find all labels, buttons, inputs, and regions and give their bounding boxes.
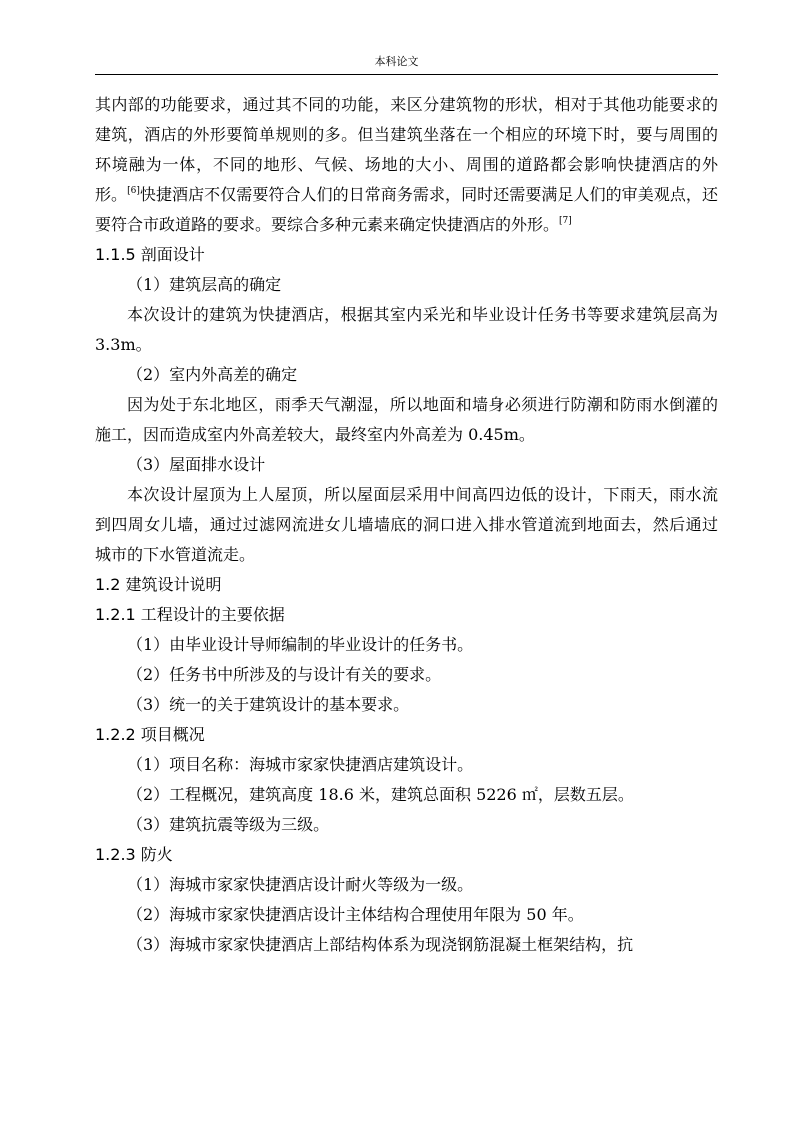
list-item: （3）海城市家家快捷酒店上部结构体系为现浇钢筋混凝土框架结构，抗: [127, 935, 634, 954]
section-heading-1-1-5: 1.1.5 剖面设计: [95, 245, 205, 264]
list-item: （2）工程概况，建筑高度 18.6 米，建筑总面积 5226 ㎡，层数五层。: [127, 785, 634, 804]
list-item: （2）任务书中所涉及的与设计有关的要求。: [127, 665, 442, 684]
header-rule: [95, 74, 718, 75]
paragraph-text: 因为处于东北地区，雨季天气潮湿，所以地面和墙身必须进行防潮和防雨水倒灌的施工，因而造成室内外高差较大，最终室内外高差为 0.45m。: [95, 395, 718, 444]
section-heading-1-2-2: 1.2.2 项目概况: [95, 725, 205, 744]
paragraph-hotel-form: [95, 90, 718, 240]
list-item: （3）统一的关于建筑设计的基本要求。: [127, 695, 410, 714]
document-body: [95, 90, 718, 960]
section-heading-1-2: 1.2 建筑设计说明: [95, 575, 222, 594]
paragraph-text: 本次设计的建筑为快捷酒店，根据其室内采光和毕业设计任务书等要求建筑层高为 3.3m。: [95, 305, 718, 354]
list-item: （1）海城市家家快捷酒店设计耐火等级为一级。: [127, 875, 474, 894]
page-header-title: 本科论文: [374, 55, 419, 68]
list-item: （3）建筑抗震等级为三级。: [127, 815, 330, 834]
paragraph-text: 本次设计屋顶为上人屋顶，所以屋面层采用中间高四边低的设计，下雨天，雨水流到四周女儿墙，通过过滤网流进女儿墙墙底的洞口进入排水管道流到地面去，然后通过城市的下水管道流走。: [95, 485, 718, 564]
paragraph-text: 其内部的功能要求，通过其不同的功能，来区分建筑物的形状，相对于其他功能要求的建筑，酒店的外形要简单规则的多。但当建筑坐落在一个相应的环境下时，要与周围的环境融为一体，不同的地形、气候、场地的大小、周围的道路都会影响快捷酒店的外形。: [95, 95, 718, 204]
subsection-item: （2）室内外高差的确定: [127, 365, 298, 384]
citation-ref: [6]: [127, 186, 140, 196]
section-heading-1-2-1: 1.2.1 工程设计的主要依据: [95, 605, 285, 624]
list-item: （1）项目名称：海城市家家快捷酒店建筑设计。: [127, 755, 474, 774]
citation-ref: [7]: [559, 216, 572, 226]
paragraph-text: 快捷酒店不仅需要符合人们的日常商务需求，同时还需要满足人们的审美观点，还要符合市政道路的要求。要综合多种元素来确定快捷酒店的外形。: [95, 185, 718, 234]
section-heading-1-2-3: 1.2.3 防火: [95, 845, 173, 864]
subsection-item: （3）屋面排水设计: [127, 455, 266, 474]
list-item: （1）由毕业设计导师编制的毕业设计的任务书。: [127, 635, 474, 654]
subsection-item: （1）建筑层高的确定: [127, 275, 282, 294]
list-item: （2）海城市家家快捷酒店设计主体结构合理使用年限为 50 年。: [127, 905, 584, 924]
